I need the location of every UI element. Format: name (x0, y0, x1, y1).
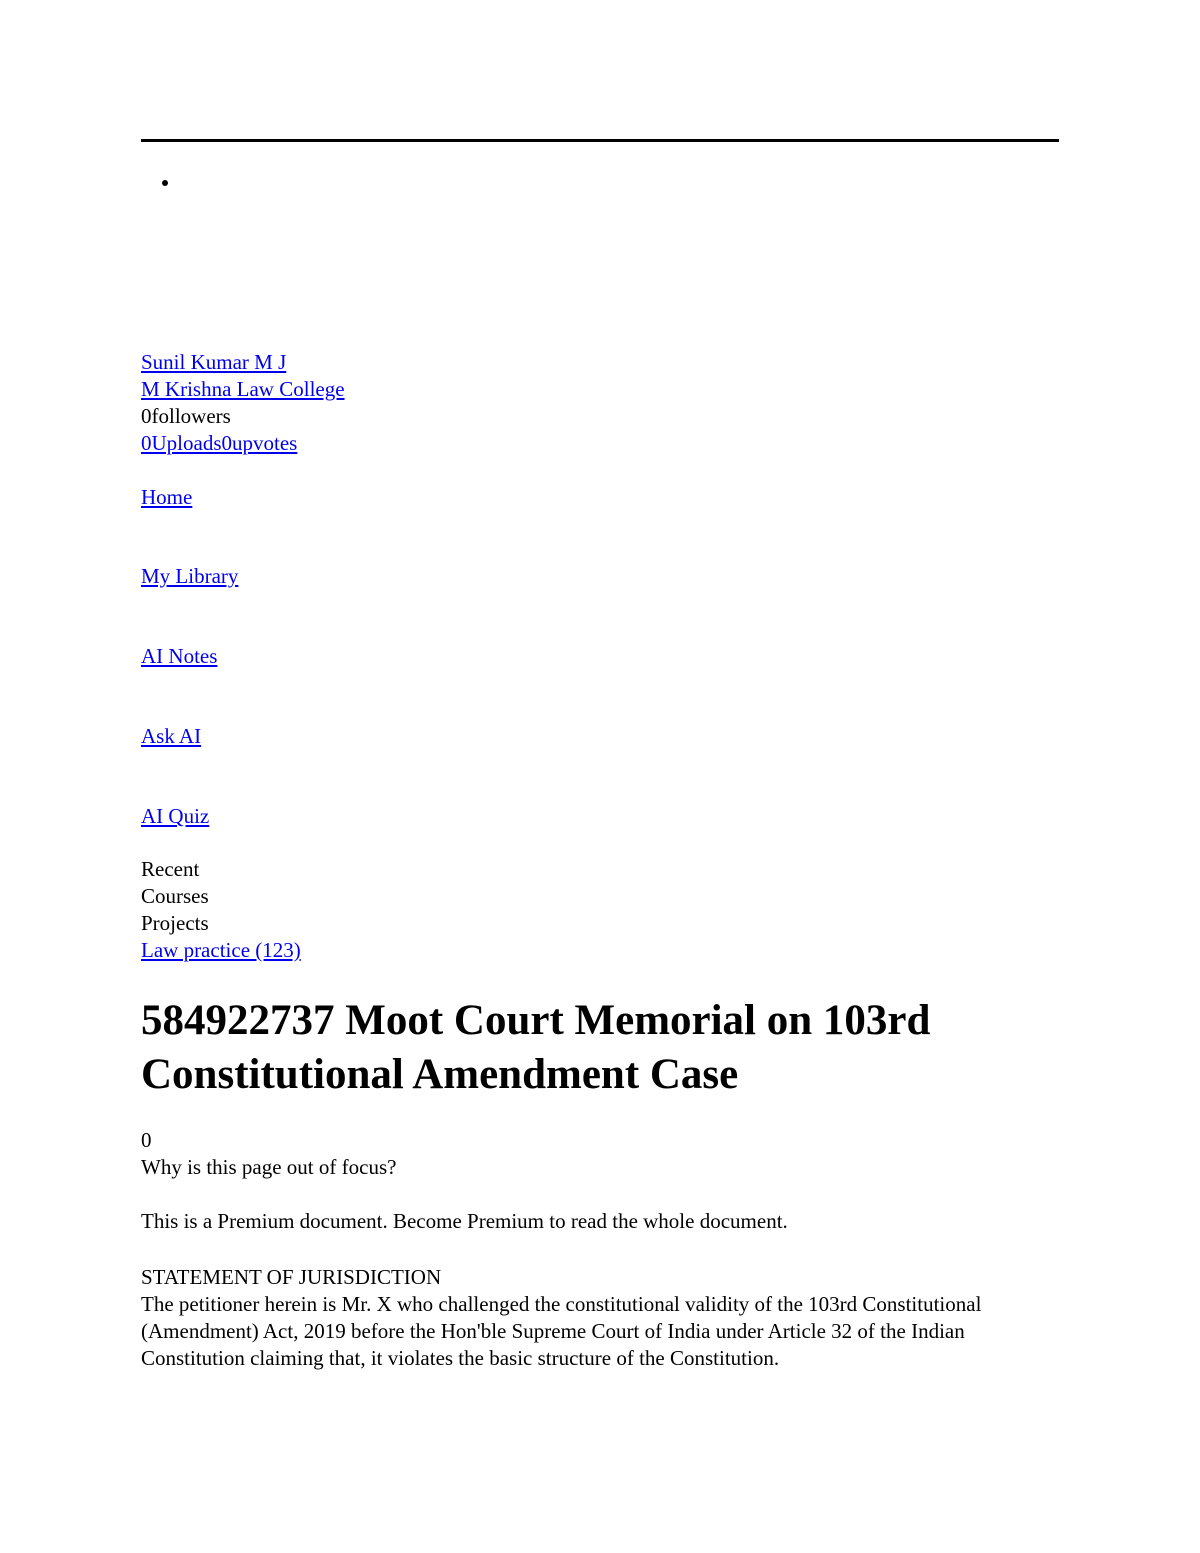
document-body-paragraph: The petitioner herein is Mr. X who challenged the constitutional validity of the 103rd Constitutional (Amendment) Act, 2019 before the Hon'ble Supreme Court of India under Article 32 of the Indian Constitution claiming that, it violates the basic structure of the Constitution. (141, 1292, 982, 1370)
section-heading: STATEMENT OF JURISDICTION (141, 1265, 442, 1289)
nav-ask-ai-link[interactable]: Ask AI (141, 724, 202, 748)
recent-label: Recent (141, 857, 200, 881)
courses-label: Courses (141, 884, 209, 908)
horizontal-rule (141, 139, 1059, 142)
nav-home-link[interactable]: Home (141, 485, 193, 509)
nav-ai-quiz-link[interactable]: AI Quiz (141, 804, 210, 828)
profile-name-link[interactable]: Sunil Kumar M J (141, 350, 287, 374)
course-link-law-practice[interactable]: Law practice (123) (141, 938, 301, 962)
document-title: 584922737 Moot Court Memorial on 103rd Constitutional Amendment Case (141, 997, 931, 1098)
nav-my-library-link[interactable]: My Library (141, 564, 239, 588)
uploads-upvotes-link[interactable]: 0Uploads0upvotes (141, 431, 298, 455)
focus-question: Why is this page out of focus? (141, 1155, 397, 1179)
followers-count: 0followers (141, 404, 231, 428)
bullet-list (141, 170, 181, 194)
college-link[interactable]: M Krishna Law College (141, 377, 345, 401)
premium-notice: This is a Premium document. Become Premium to read the whole document. (141, 1209, 788, 1233)
nav-ai-notes-link[interactable]: AI Notes (141, 644, 218, 668)
document-count: 0 (141, 1128, 152, 1152)
projects-label: Projects (141, 911, 209, 935)
